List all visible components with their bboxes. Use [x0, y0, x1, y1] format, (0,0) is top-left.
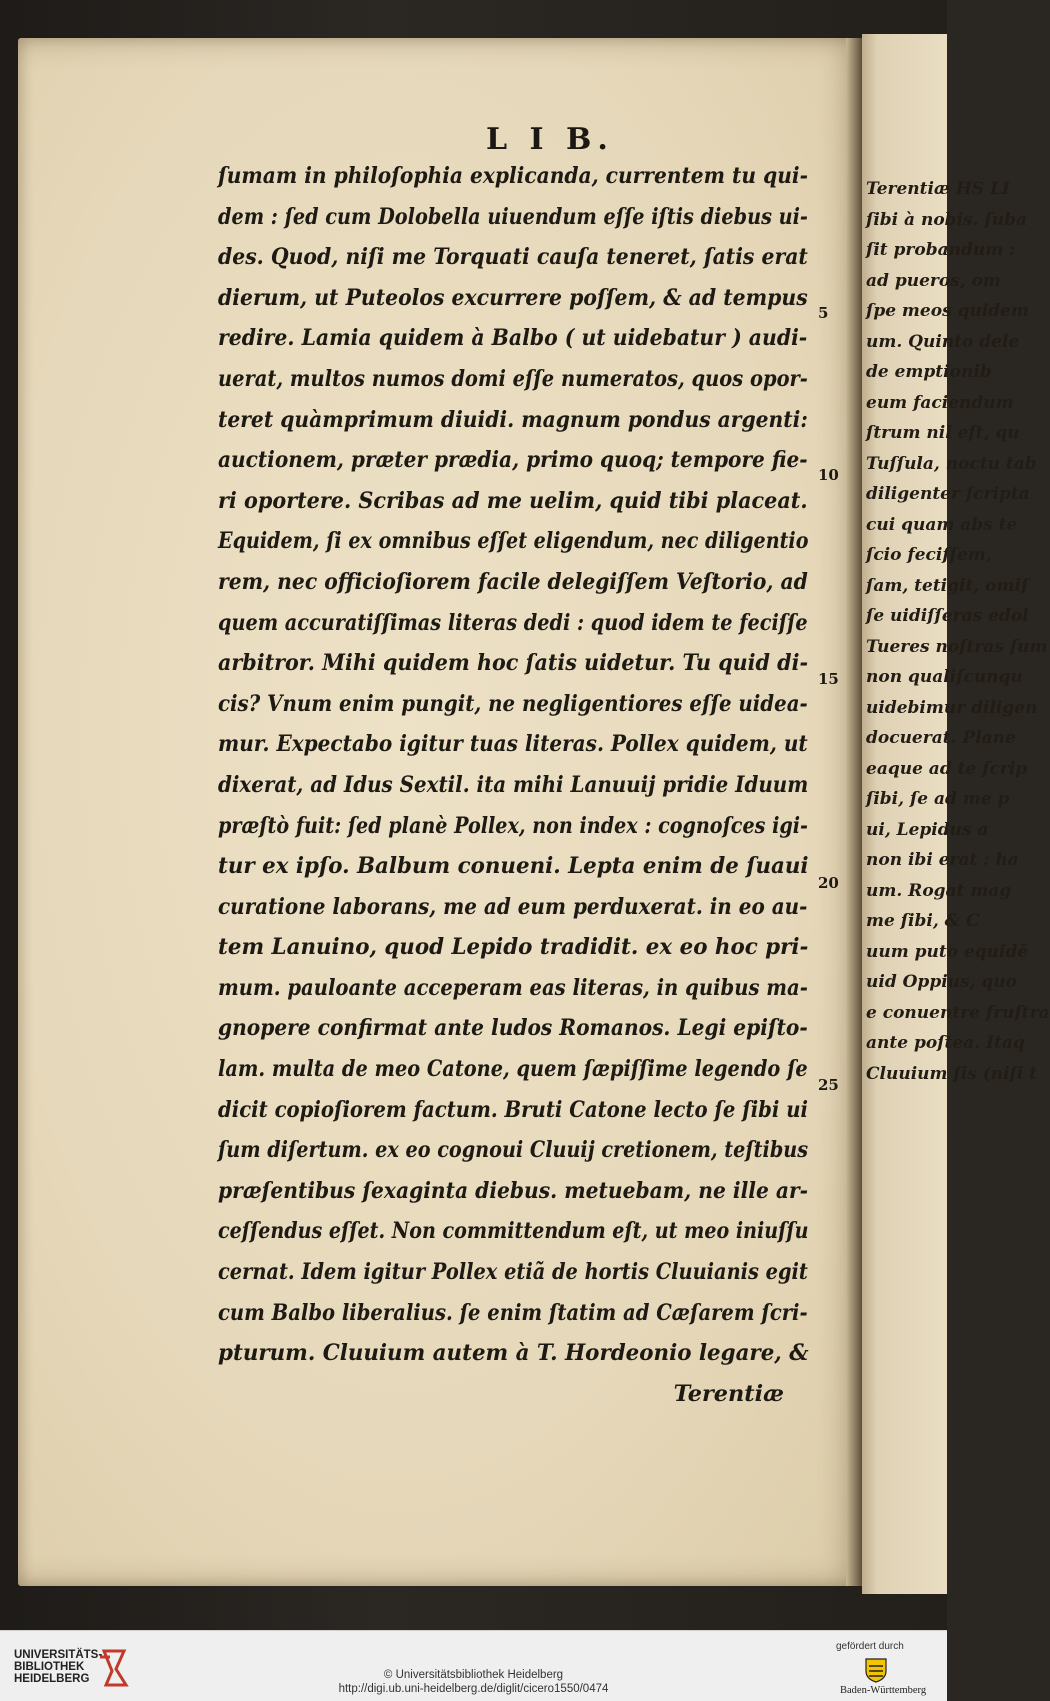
text-line: auctionem, præter prædia, primo quoq; tempore fie-	[218, 447, 808, 474]
text-line: mum. pauloante acceperam eas literas, in quibus ma-	[218, 974, 808, 1001]
facing-page-line: uum puto equidē	[866, 941, 1029, 962]
facing-page-line: ante poſtea. Itaq	[866, 1033, 1025, 1053]
facing-page-line: diligenter ſcripta	[866, 484, 1030, 504]
facing-page-line: de emptionib	[866, 362, 992, 382]
facing-page-line: Terentiæ HS LI	[866, 179, 1010, 199]
text-line: Equidem, ſi ex omnibus eſſet eligendum, nec diligentio	[218, 528, 809, 555]
text-line: dicit copioſiorem factum. Bruti Catone lecto ſe ſibi ui	[218, 1096, 808, 1123]
text-line: ſumam in philoſophia explicanda, currentem tu qui-	[218, 163, 808, 189]
margin-number: 25	[818, 1076, 839, 1094]
text-line: quem accuratiſſimas literas dedi : quod idem te feciſſe	[218, 609, 808, 636]
margin-number: 5	[818, 304, 829, 322]
text-line: cum Balbo liberalius. ſe enim ſtatim ad Cæſarem ſcri-	[218, 1299, 808, 1326]
facing-page-line: ſtrum nil eſt, qu	[866, 423, 1020, 443]
facing-page-line: ſpe meos quidem	[866, 301, 1029, 321]
facing-page-line: Tueres noſtras ſum	[866, 636, 1048, 657]
text-line: mur. Expectabo igitur tuas literas. Pollex quidem, ut	[218, 731, 808, 758]
text-line: ſum diſertum. ex eo cognoui Cluuij cretionem, teſtibus	[218, 1137, 809, 1164]
text-line: arbitror. Mihi quidem hoc ſatis uidetur. Tu quid di-	[218, 650, 809, 677]
running-head: L I B.	[486, 122, 614, 157]
text-line: redire. Lamia quidem à Balbo ( ut uidebatur ) audi-	[218, 325, 808, 352]
crest-icon	[864, 1657, 888, 1683]
text-line: cis? Vnum enim pungit, ne negligentiores eſſe uidea-	[218, 690, 808, 717]
copyright-text: © Universitätsbibliothek Heidelberg	[383, 1669, 564, 1681]
facing-page-line: docuerat. Plane	[866, 728, 1016, 748]
catchword: Terentiæ	[673, 1380, 784, 1407]
facing-page-line: ſe uidiſſeras edol	[866, 606, 1029, 626]
text-line: cernat. Idem igitur Pollex etiã de hortis Cluuianis egit	[218, 1259, 808, 1286]
viewer-footer	[0, 1630, 947, 1701]
facing-page-line: ſam, tetigit, omiſ	[866, 575, 1029, 596]
text-line: tur ex ipſo. Balbum conueni. Lepta enim de ſuaui	[218, 853, 809, 880]
facing-page-line: ui, Lepidus a	[866, 819, 989, 840]
margin-number: 15	[818, 670, 839, 688]
facing-page-line: ſcio feciſſem,	[866, 545, 992, 565]
facing-page-line: ſit probandum :	[866, 240, 1016, 260]
facing-page-line: eaque ad te ſcrip	[866, 758, 1028, 779]
text-line: præſentibus ſexaginta diebus. metuebam, ne ille ar-	[218, 1177, 809, 1204]
text-line: ri oportere. Scribas ad me uelim, quid tibi placeat.	[218, 487, 808, 514]
facing-page-line: Tuſſula, noctu tab	[866, 453, 1037, 474]
facing-page-line: me ſibi, & C	[866, 911, 980, 931]
facing-page-line: ſibi, ſe ad me p	[866, 789, 1010, 809]
facing-page-line: ſibi à nobis. ſuba	[866, 209, 1027, 230]
text-line: præſtò fuit: ſed planè Pollex, non index : cognoſces igi-	[218, 812, 808, 839]
text-line: uerat, multos numos domi eſſe numeratos, quos opor-	[218, 365, 808, 392]
margin-number: 10	[818, 466, 839, 484]
facing-page-text	[866, 174, 1050, 1089]
facing-page-line: eum faciendum	[866, 392, 1014, 413]
facing-page-line: uidebimur diligen	[866, 697, 1038, 718]
sponsor-name: Baden-Württemberg	[840, 1685, 927, 1696]
facing-page-line: non ibi erat : ha	[866, 850, 1019, 870]
text-line: tem Lanuino, quod Lepido tradidit. ex eo hoc pri-	[218, 934, 809, 961]
text-line: des. Quod, niſi me Torquati cauſa teneret, ſatis erat	[218, 244, 808, 271]
facing-page-line: um. Quinto dele	[866, 331, 1020, 352]
permalink-url[interactable]: http://digi.ub.uni-heidelberg.de/diglit/cicero1550/0474	[338, 1683, 609, 1695]
facing-page-line: Cluuium ſis (niſi t	[866, 1063, 1038, 1084]
text-line: dierum, ut Puteolos excurrere poſſem, & ad tempus	[218, 284, 808, 311]
facing-page-line: cui quam abs te	[866, 514, 1018, 535]
margin-number: 20	[818, 874, 839, 892]
library-logo-line: BIBLIOTHEK	[14, 1661, 85, 1673]
book-page-right	[862, 34, 1050, 1594]
text-line: pturum. Cluuium autem à T. Hordeonio legare, &	[218, 1340, 809, 1367]
page-text	[218, 156, 818, 1414]
text-line: teret quàmprimum diuidi. magnum pondus argenti:	[218, 406, 808, 433]
facing-page-line: ad pueros, om	[866, 270, 1001, 291]
text-line: ceſſendus eſſet. Non committendum eſt, ut meo iniuſſu	[218, 1218, 809, 1245]
text-line: gnopere confirmat ante ludos Romanos. Legi epiſto-	[218, 1015, 808, 1042]
library-logo-line: HEIDELBERG	[14, 1673, 90, 1685]
text-line: curatione laborans, me ad eum perduxerat. in eo au-	[218, 893, 808, 920]
sponsor-label: gefördert durch	[836, 1641, 904, 1652]
facing-page-line: um. Rogat mag	[866, 880, 1012, 901]
text-line: dixerat, ad Idus Sextil. ita mihi Lanuuij pridie Iduum	[218, 771, 809, 798]
facing-page-line: uid Oppius, quo	[866, 972, 1018, 992]
text-line: dem : ſed cum Dolobella uiuendum eſſe iſtis diebus ui-	[218, 203, 808, 230]
facing-page-line: non qualiſcunqu	[866, 667, 1023, 687]
facing-page-line: e conuentre fruſtra	[866, 1002, 1050, 1023]
library-logo-line: UNIVERSITÄTS-	[14, 1649, 103, 1661]
text-line: lam. multa de meo Catone, quem ſæpiſſime legendo ſe	[218, 1056, 808, 1083]
text-line: rem, nec officioſiorem facile delegiſſem Veſtorio, ad	[218, 568, 808, 595]
